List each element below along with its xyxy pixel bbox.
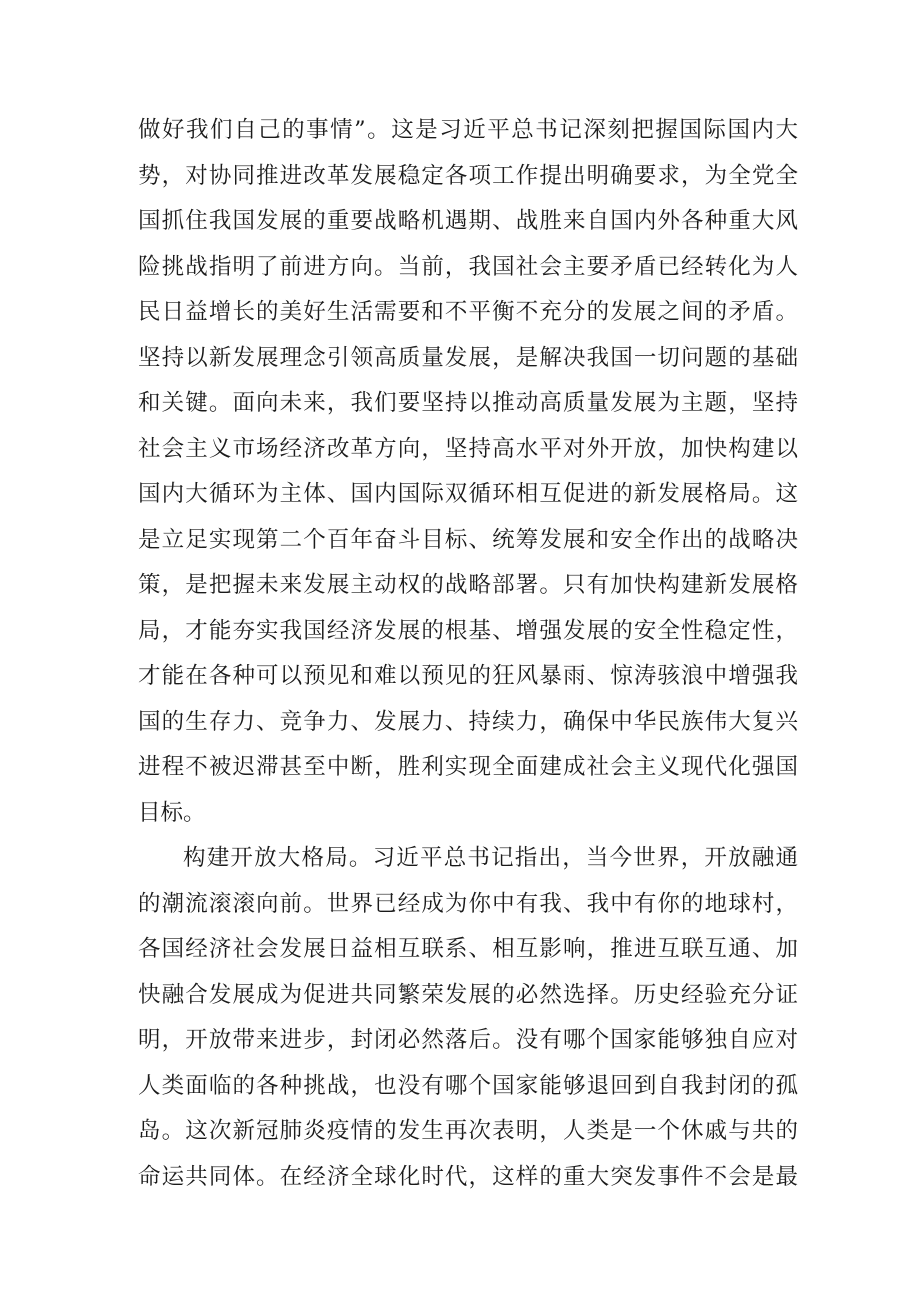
text-line: 人类面临的各种挑战，也没有哪个国家能够退回到自我封闭的孤	[138, 1072, 798, 1099]
text-line: 命运共同体。在经济全球化时代，这样的重大突发事件不会是最	[138, 1163, 798, 1190]
text-line: 明，开放带来进步，封闭必然落后。没有哪个国家能够独自应对	[138, 1027, 798, 1053]
paragraph	[138, 836, 798, 1200]
text-line: 坚持以新发展理念引领高质量发展，是解决我国一切问题的基础	[138, 344, 798, 371]
text-line: 民日益增长的美好生活需要和不平衡不充分的发展之间的矛盾。	[138, 299, 798, 325]
document-body	[138, 108, 798, 1200]
text-line: 才能在各种可以预见和难以预见的狂风暴雨、惊涛骇浪中增强我	[138, 663, 798, 689]
text-line: 快融合发展成为促进共同繁荣发展的必然选择。历史经验充分证	[138, 981, 798, 1008]
text-line: 局，才能夯实我国经济发展的根基、增强发展的安全性稳定性，	[138, 617, 798, 644]
text-line: 构建开放大格局。习近平总书记指出，当今世界，开放融通	[183, 845, 798, 871]
text-line: 国的生存力、竞争力、发展力、持续力，确保中华民族伟大复兴	[138, 708, 798, 735]
text-line: 做好我们自己的事情”。这是习近平总书记深刻把握国际国内大	[138, 117, 798, 143]
text-line: 和关键。面向未来，我们要坚持以推动高质量发展为主题，坚持	[138, 390, 798, 416]
paragraph	[138, 108, 798, 836]
text-line: 是立足实现第二个百年奋斗目标、统筹发展和安全作出的战略决	[138, 526, 798, 553]
text-line: 策，是把握未来发展主动权的战略部署。只有加快构建新发展格	[138, 572, 798, 598]
text-line: 社会主义市场经济改革方向，坚持高水平对外开放，加快构建以	[138, 435, 798, 462]
text-line: 险挑战指明了前进方向。当前，我国社会主要矛盾已经转化为人	[138, 253, 798, 280]
text-line: 国抓住我国发展的重要战略机遇期、战胜来自国内外各种重大风	[138, 208, 798, 234]
text-line: 各国经济社会发展日益相互联系、相互影响，推进互联互通、加	[138, 936, 798, 962]
text-line: 国内大循环为主体、国内国际双循环相互促进的新发展格局。这	[138, 481, 798, 507]
text-line: 进程不被迟滞甚至中断，胜利实现全面建成社会主义现代化强国	[138, 754, 798, 780]
text-line: 岛。这次新冠肺炎疫情的发生再次表明，人类是一个休戚与共的	[138, 1118, 798, 1144]
text-line: 目标。	[138, 799, 206, 826]
text-line: 势，对协同推进改革发展稳定各项工作提出明确要求，为全党全	[138, 162, 798, 189]
text-line: 的潮流滚滚向前。世界已经成为你中有我、我中有你的地球村，	[138, 890, 798, 917]
